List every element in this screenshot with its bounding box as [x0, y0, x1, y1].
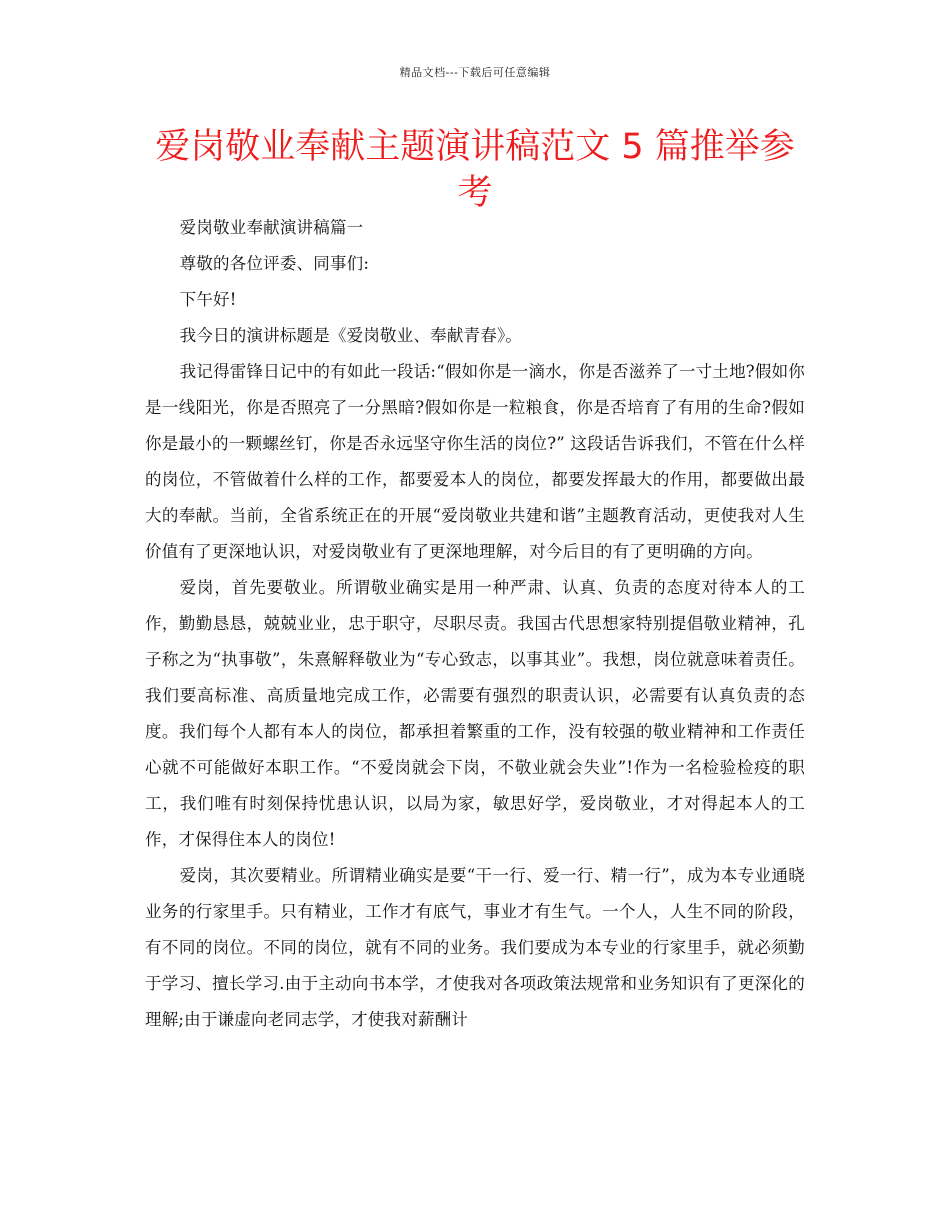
body-paragraph: 我记得雷锋日记中的有如此一段话:“假如你是一滴水，你是否滋养了一寸土地?假如你是一线阳光，你是否照亮了一分黑暗?假如你是一粒粮食，你是否培育了有用的生命?假如你是最小的一颗螺丝钉，你是否永远坚守你生活的岗位?” 这段话告诉我们，不管在什么样的岗位，不管做着什么样的工作，都要爱本人的岗位，都要发挥最大的作用，都要做出最大的奉献。当前，全省系统正在的开展“爱岗敬业共建和谐”主题教育活动，更使我对人生价值有了更深地认识，对爱岗敬业有了更深地理解，对今后目的有了更明确的方向。: [145, 362, 805, 561]
section-heading: 爱岗敬业奉献演讲稿篇一: [179, 218, 364, 237]
body-paragraph: 爱岗，其次要精业。所谓精业确实是要“干一行、爱一行、精一行”，成为本专业通晓业务的行家里手。只有精业，工作才有底气，事业才有生气。一个人，人生不同的阶段，有不同的岗位。不同的岗位，就有不同的业务。我们要成为本专业的行家里手，就必须勤于学习、擅长学习.由于主动向书本学，才使我对各项政策法规常和业务知识有了更深化的理解;由于谦虚向老同志学，才使我对薪酬计: [145, 866, 805, 1029]
speech-topic: 我今日的演讲标题是《爱岗敬业、奉献青春》。: [179, 326, 523, 345]
body-paragraph: 爱岗，首先要敬业。所谓敬业确实是用一种严肃、认真、负责的态度对待本人的工作，勤勤恳恳，兢兢业业，忠于职守，尽职尽责。我国古代思想家特别提倡敬业精神，孔子称之为“执事敬”，朱熹解释敬业为“专心致志，以事其业”。我想，岗位就意味着责任。我们要高标准、高质量地完成工作，必需要有强烈的职责认识，必需要有认真负责的态度。我们每个人都有本人的岗位，都承担着繁重的工作，没有较强的敬业精神和工作责任心就不可能做好本职工作。“不爱岗就会下岗，不敬业就会失业”!作为一名检验检疫的职工，我们唯有时刻保持忧患认识，以局为家，敏思好学，爱岗敬业，才对得起本人的工作，才保得住本人的岗位!: [145, 578, 805, 849]
document-body: [145, 210, 805, 1038]
document-title: 爱岗敬业奉献主题演讲稿范文 5 篇推举参考: [155, 127, 795, 213]
salutation: 尊敬的各位评委、同事们:: [179, 254, 370, 273]
header-note: 精品文档---下载后可任意编辑: [399, 66, 551, 79]
greeting: 下午好!: [179, 290, 237, 309]
